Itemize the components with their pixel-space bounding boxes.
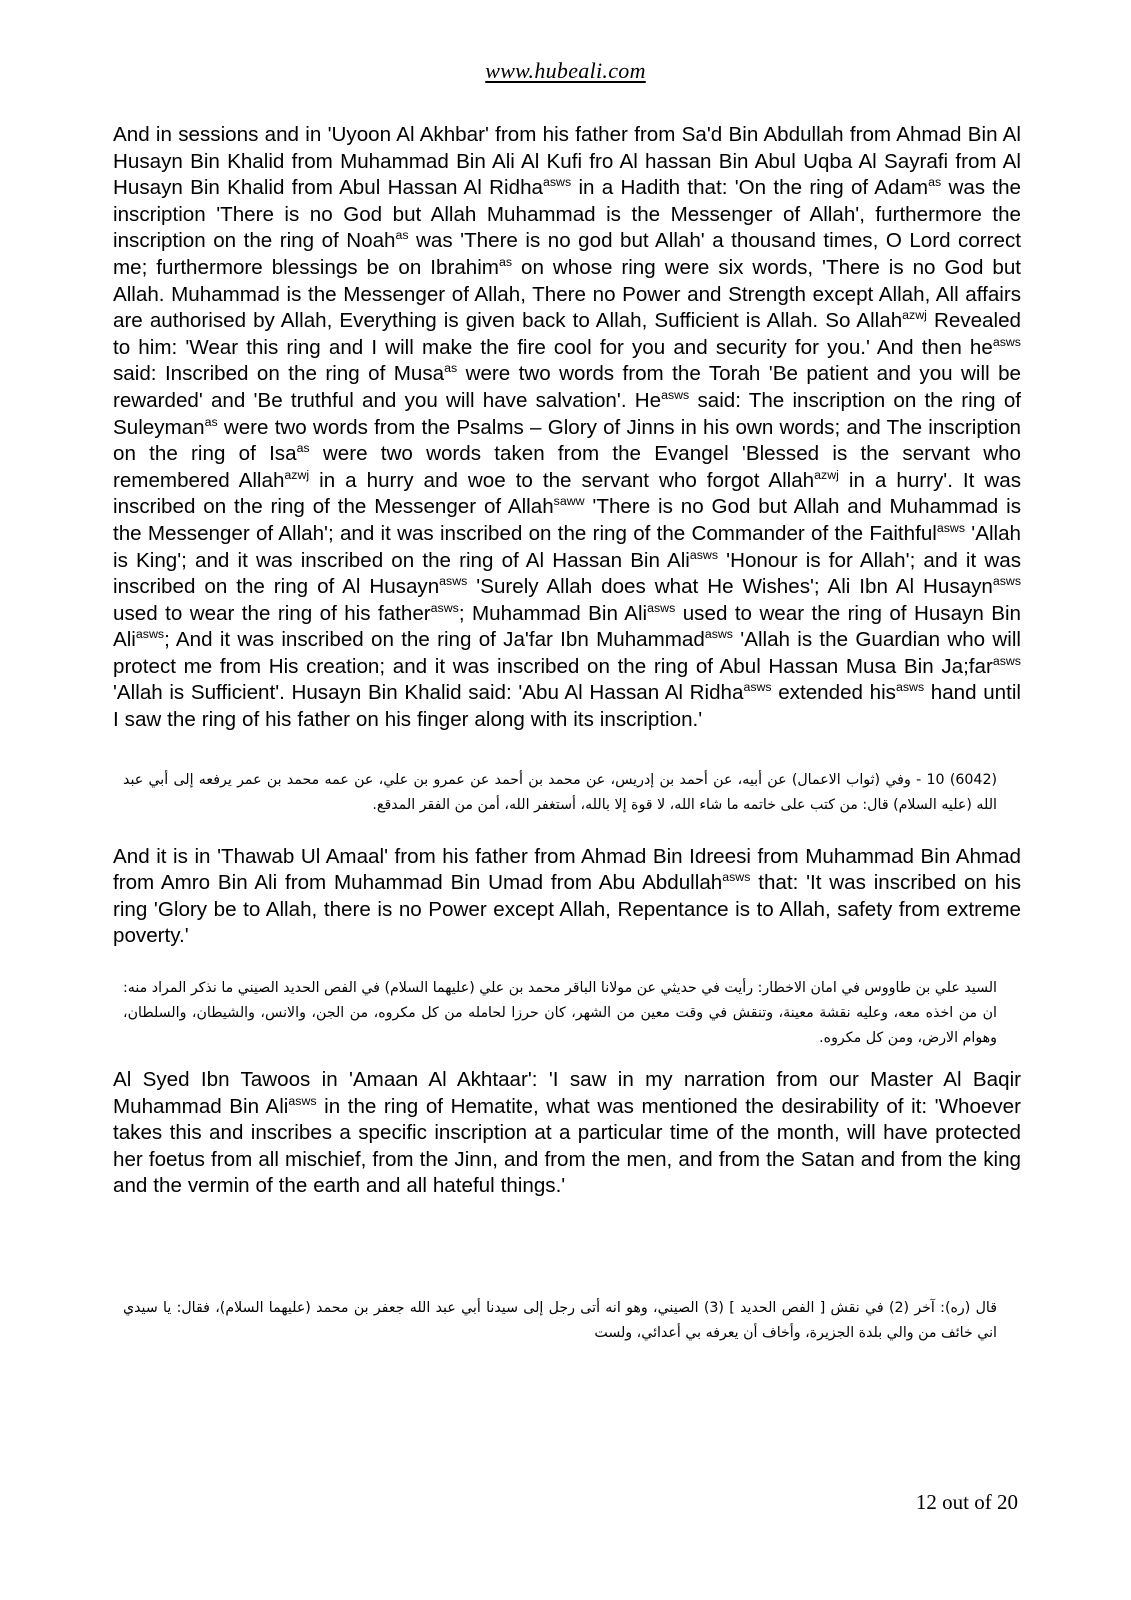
text-run: hand until I saw the ring of his father on his finger along with its inscription.' [113, 681, 1021, 732]
text-run: that: 'It was inscribed on his ring 'Glory be to Allah, there is no Power except Allah, Repentance is to Allah, safety from extreme poverty.' [113, 871, 1022, 948]
spacer [113, 1051, 1021, 1067]
honorific-azwj: azwj [814, 467, 839, 482]
text-run: 'Allah is the Guardian who will protect me from His creation; and it was inscribed on the ring of Abul Hassan Musa Bin Ja;far [113, 628, 1021, 678]
spacer [113, 818, 1021, 844]
honorific-as: as [444, 361, 458, 376]
page-number-label: 12 out of 20 [915, 1490, 1018, 1514]
text-run: were two words from the Torah 'Be patient and you will be rewarded' and 'Be truthful and you will have salvation'. He [113, 362, 1021, 412]
text-run: said: Inscribed on the ring of Musa [113, 362, 445, 386]
text-run: extended his [771, 681, 896, 705]
honorific-asws: asws [430, 600, 459, 615]
page-header [0, 58, 1131, 84]
site-url-label: www.hubeali.com [485, 58, 646, 83]
text-run: And it is in 'Thawab Ul Amaal' from his father from Ahmad Bin Idreesi from Muhammad Bin Ahmad from Amro Bin Ali from Muhammad Bin Umad from Abu Abdullah [113, 844, 1021, 895]
paragraph-uyoon-al-akhbar [113, 122, 1021, 734]
honorific-azwj: azwj [902, 308, 927, 323]
text-run: was the inscription 'There is no God but Allah Muhammad is the Messenger of Allah', furthermore the inscription on the ring of Noah [113, 176, 1021, 253]
honorific-asws: asws [895, 680, 925, 695]
paragraph-thawab-ul-amaal [113, 844, 1021, 950]
text-run: Al Syed Ibn Tawoos in 'Amaan Al Akhtaar': 'I saw in my narration from our Master Al Baqir Muhammad Bin Ali [113, 1068, 1021, 1118]
honorific-asws: asws [288, 1093, 317, 1108]
text-run: 'There is no God but Allah and Muhammad is the Messenger of Allah'; and it was inscribed on the ring of the Commander of the Faithful [113, 495, 1021, 545]
text-run: in the ring of Hematite, what was mentioned the desirability of it: 'Whoever takes this and inscribes a specific inscription at a particular time of the month, will have protected her foetus from all mischief, from the Jinn, and from the men, and from the Satan and from the king and the vermin of the earth and all hateful things.' [113, 1094, 1021, 1198]
text-run: in a hurry'. It was inscribed on the ring of the Messenger of Allah [113, 468, 1022, 519]
text-run: 'Surely Allah does what He Wishes'; Ali Ibn Al Husayn [467, 575, 993, 599]
text-run: in a hurry and woe to the servant who forgot Allah [309, 468, 815, 492]
arabic-narration-thawab-ul-amaal: (6042) 10 - وفي (ثواب الاعمال) عن أبيه، عن أحمد بن إدريس، عن محمد بن أحمد عن عمرو بن علي، عن عمه محمد بن عمر يرفعه إلى أبي عبد الله (عليه السلام) قال: من كتب على خاتمه ما شاء الله، لا قوة إلا بالله، أستغفر الله، أمن من الفقر المدقع. [123, 771, 998, 813]
text-run: was 'There is no god but Allah' a thousand times, O Lord correct me; furthermore blessings be on Ibrahim [113, 229, 1021, 279]
honorific-asws: asws [689, 547, 719, 562]
honorific-asws: asws [992, 654, 1021, 669]
honorific-as: as [928, 175, 942, 190]
honorific-saww: saww [553, 494, 585, 509]
spacer [113, 734, 1021, 768]
arabic-narration-fass-al-hadeed: قال (ره): آخر (2) في نقش [ الفص الحديد ] (3) الصيني، وهو انه أتى رجل إلى سيدنا أبي عبد الله جعفر بن محمد (عليهما السلام)، فقال: يا سيدي اني خائف من والي بلدة الجزيرة، وأخاف أن يعرفه بي أعدائي، ولست [123, 1300, 997, 1341]
text-run: used to wear the ring of his father [113, 601, 431, 625]
honorific-asws: asws [722, 870, 751, 885]
arabic-narration-amaan-al-akhtaar: السيد علي بن طاووس في امان الاخطار: رأيت في حديثي عن مولانا الباقر محمد بن علي (عليهما السلام) في الفص الحديد الصيني ما نذكر المراد منه: ان من اخذه معه، وعليه نقشة معينة، وتنقش في وقت معين من الشهر، كان حرزا لحامله من كل مكروه، من الجن، والانس، والشيطان، والسلطان، وهوام الارض، ومن كل مكروه. [123, 980, 997, 1047]
text-run: 'Honour is for Allah'; and it was inscribed on the ring of Al Husayn [113, 548, 1021, 599]
honorific-asws: asws [661, 388, 690, 403]
honorific-asws: asws [647, 600, 676, 615]
paragraph-amaan-al-akhtaar [113, 1067, 1021, 1200]
honorific-asws: asws [439, 574, 468, 589]
text-run: used to wear the ring of Husayn Bin Ali [113, 601, 1021, 652]
text-run: 'Allah is King'; and it was inscribed on the ring of Al Hassan Bin Ali [113, 521, 1021, 572]
spacer [113, 1200, 1021, 1296]
text-run: were two words taken from the Evangel 'Blessed is the servant who remembered Allah [113, 442, 1021, 492]
text-run: said: The inscription on the ring of Suleyman [113, 388, 1021, 439]
text-run: And in sessions and in 'Uyoon Al Akhbar' from his father from Sa'd Bin Abdullah from Ahmad Bin Al Husayn Bin Khalid from Muhammad Bin Ali Al Kufi fro Al hassan Bin Abul Uqba Al Sayrafi from Al Husayn Bin Khalid from Abul Hassan Al Ridha [113, 123, 1021, 200]
text-run: were two words from the Psalms – Glory of Jinns in his own words; and The inscription on the ring of Isa [113, 415, 1021, 466]
honorific-as: as [498, 255, 513, 270]
honorific-as: as [395, 228, 409, 243]
honorific-asws: asws [992, 574, 1022, 589]
honorific-asws: asws [135, 627, 165, 642]
spacer [113, 950, 1021, 976]
document-body [113, 122, 1021, 1346]
honorific-as: as [204, 414, 218, 429]
honorific-asws: asws [992, 334, 1021, 349]
honorific-asws: asws [936, 521, 966, 536]
text-run: ; Muhammad Bin Ali [458, 601, 648, 625]
honorific-asws: asws [704, 627, 733, 642]
honorific-azwj: azwj [284, 467, 310, 482]
text-run: on whose ring were six words, 'There is no God but Allah. Muhammad is the Messenger of Allah, There no Power and Strength except Allah, All affairs are authorised by Allah, Everything is given back to Allah, Sufficient is Allah. So Allah [113, 255, 1022, 333]
honorific-as: as [296, 441, 310, 456]
text-run: ; And it was inscribed on the ring of Ja'far Ibn Muhammad [164, 628, 705, 652]
text-run: in a Hadith that: 'On the ring of Adam [571, 176, 929, 200]
text-run: 'Allah is Sufficient'. Husayn Bin Khalid said: 'Abu Al Hassan Al Ridha [113, 681, 744, 705]
text-run: Revealed to him: 'Wear this ring and I will make the fire cool for you and security for you.' And then he [113, 309, 1021, 359]
honorific-asws: asws [542, 175, 572, 190]
honorific-asws: asws [743, 680, 772, 695]
